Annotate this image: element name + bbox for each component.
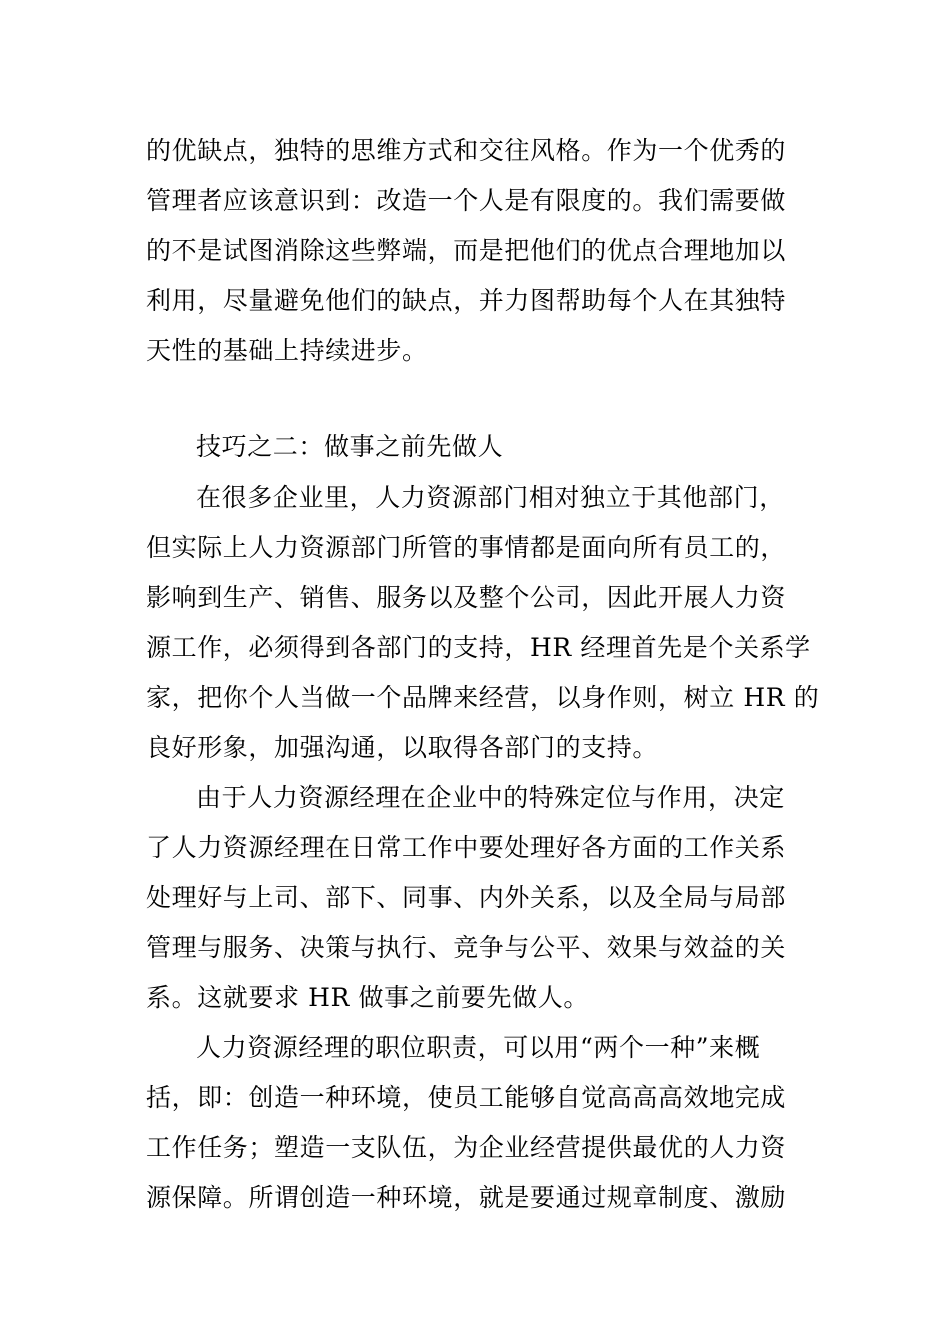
paragraph-4-line-2: 括，即：创造一种环境，使员工能够自觉高高高效地完成 <box>146 1083 787 1112</box>
paragraph-2-line-2: 但实际上人力资源部门所管的事情都是面向所有员工的， <box>146 533 787 562</box>
paragraph-1-line-5: 天性的基础上持续进步。 <box>146 336 428 365</box>
paragraph-3-line-4: 管理与服务、决策与执行、竞争与公平、效果与效益的关 <box>146 933 787 962</box>
paragraph-2-line-3: 影响到生产、销售、服务以及整个公司，因此开展人力资 <box>146 583 787 612</box>
paragraph-1-line-3: 的不是试图消除这些弊端，而是把他们的优点合理地加以 <box>146 236 787 265</box>
paragraph-3-line-3: 处理好与上司、部下、同事、内外关系，以及全局与局部 <box>146 883 787 912</box>
paragraph-1-line-4: 利用，尽量避免他们的缺点，并力图帮助每个人在其独特 <box>146 286 787 315</box>
paragraph-4-line-1: 人力资源经理的职位职责，可以用“两个一种”来概 <box>196 1033 761 1062</box>
paragraph-4-line-3: 工作任务；塑造一支队伍，为企业经营提供最优的人力资 <box>146 1133 787 1162</box>
paragraph-2-line-5: 家，把你个人当做一个品牌来经营，以身作则，树立 HR 的 <box>146 683 820 712</box>
section-heading: 技巧之二：做事之前先做人 <box>196 432 504 461</box>
paragraph-2-line-4: 源工作，必须得到各部门的支持，HR 经理首先是个关系学 <box>146 633 811 662</box>
paragraph-3-line-2: 了人力资源经理在日常工作中要处理好各方面的工作关系 <box>146 833 787 862</box>
paragraph-2-line-1: 在很多企业里，人力资源部门相对独立于其他部门， <box>196 483 785 512</box>
paragraph-4-line-4: 源保障。所谓创造一种环境，就是要通过规章制度、激励 <box>146 1183 787 1212</box>
paragraph-3-line-1: 由于人力资源经理在企业中的特殊定位与作用，决定 <box>196 783 785 812</box>
paragraph-2-line-6: 良好形象，加强沟通，以取得各部门的支持。 <box>146 733 659 762</box>
paragraph-1-line-1: 的优缺点，独特的思维方式和交往风格。作为一个优秀的 <box>146 136 787 165</box>
paragraph-3-line-5: 系。这就要求 HR 做事之前要先做人。 <box>146 983 589 1012</box>
paragraph-1-line-2: 管理者应该意识到：改造一个人是有限度的。我们需要做 <box>146 186 787 215</box>
